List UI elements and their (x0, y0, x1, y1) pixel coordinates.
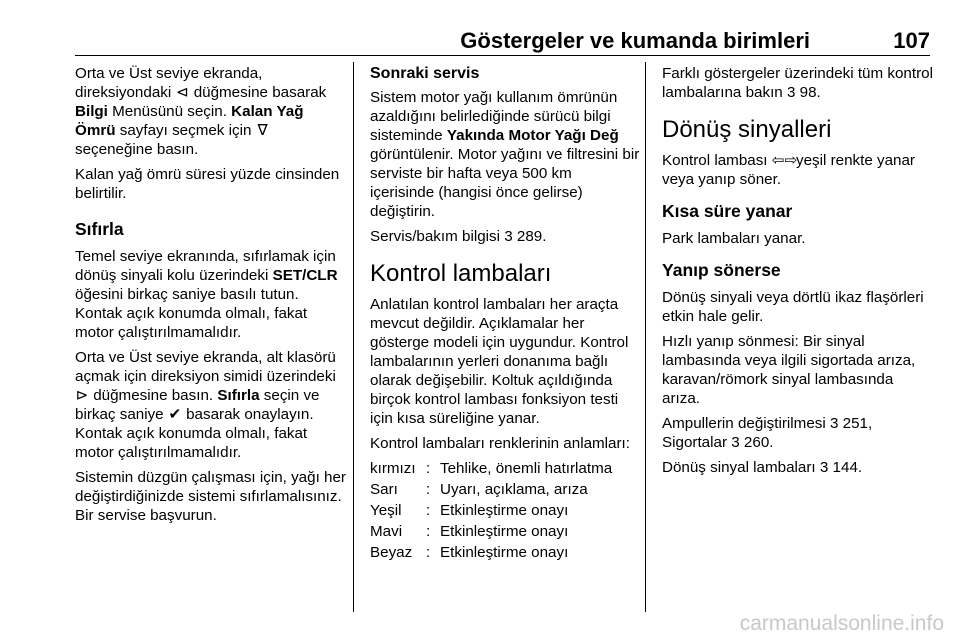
paragraph-reset-note: Sistemin düzgün çalışması için, yağı her değiştirdiğinizde sistemi sıfırlamalısınız. Bir servise başvurun. (75, 469, 346, 524)
paragraph-color-meanings: Kontrol lambaları renklerinin anlamları: (370, 435, 630, 452)
checkmark-icon: ✔ (168, 406, 182, 423)
page-header (75, 0, 930, 56)
page-title: Göstergeler ve kumanda birimleri (460, 28, 810, 53)
paragraph-service-info: Servis/bakım bilgisi 3 289. (370, 228, 547, 245)
paragraph-parking-lamps: Park lambaları yanar. (662, 230, 806, 247)
back-triangle-icon: ⊲ (176, 84, 189, 101)
page-reference-link[interactable]: 260 (743, 434, 770, 451)
ref-arrow-icon: 3 (829, 415, 839, 432)
color-meaning-table (370, 459, 612, 564)
heading-turn-signals: Dönüş sinyalleri (662, 116, 832, 143)
ref-arrow-icon: 3 (819, 459, 829, 476)
heading-reset: Sıfırla (75, 219, 124, 239)
table-row: Mavi : Etkinleştirme onayı (370, 523, 569, 540)
ref-arrow-icon: 3 (504, 228, 513, 245)
paragraph-reset-basic: Temel seviye ekranında, sıfırlamak için dönüş sinyali kolu üzerindeki SET/CLR öğesini birkaç saniye basılı tutun. Kontak açık konumda olmalı, fakat motor çalıştırılmamalıdır. (75, 248, 338, 341)
paragraph-flasher-active: Dönüş sinyali veya dörtlü ikaz flaşörleri etkin hale gelir. (662, 289, 924, 325)
paragraph-reset-mid-upper: Orta ve Üst seviye ekranda, alt klasörü açmak için direksiyon simidi üzerindeki ⊳ düğmesine basın. Sıfırla seçin ve birkaç saniye ✔ basarak onaylayın. Kontak açık konumda olmalı, fakat motor çalıştırılmamalıdır. (75, 349, 336, 461)
column-divider-2 (645, 62, 646, 612)
paragraph-turn-lamps-ref: Dönüş sinyal lambaları 3 144. (662, 459, 863, 476)
page-reference-link[interactable]: 251 (842, 415, 868, 432)
header-rule (75, 55, 930, 56)
column-divider-1 (353, 62, 354, 612)
table-row: Beyaz : Etkinleştirme onayı (370, 544, 569, 561)
page-number: 107 (893, 28, 930, 53)
paragraph-all-lamps: Farklı göstergeler üzerindeki tüm kontrol lambalarına bakın 3 98. (662, 65, 933, 101)
table-row: Yeşil : Etkinleştirme onayı (370, 502, 569, 519)
play-icon: ⊳ (75, 387, 89, 404)
heading-control-lamps: Kontrol lambaları (370, 260, 552, 287)
heading-short-on: Kısa süre yanar (662, 201, 793, 221)
page-reference-link[interactable]: 289 (516, 228, 543, 245)
ref-arrow-icon: 3 (731, 434, 740, 451)
paragraph-oil-life-percent: Kalan yağ ömrü süresi yüzde cinsinden belirtilir. (75, 166, 340, 202)
column-3 (662, 64, 934, 483)
page-reference-link[interactable]: 98 (799, 84, 817, 101)
page-reference-link[interactable]: 144 (832, 459, 858, 476)
heading-flashing: Yanıp sönerse (662, 260, 781, 280)
table-row: Sarı : Uyarı, açıklama, arıza (370, 481, 588, 498)
paragraph-oil-life-select: Orta ve Üst seviye ekranda, direksiyondaki ⊲ düğmesine basarak Bilgi Menüsünü seçin. Kalan Yağ Ömrü sayfayı seçmek için ∇ seçeneğine basın. (75, 65, 327, 158)
paragraph-fast-flash: Hızlı yanıp sönmesi: Bir sinyal lambasında veya ilgili sigortada arıza, karavan/römork sinyal lambasında arıza. (662, 333, 916, 407)
paragraph-turn-lamp: Kontrol lambası ⇦⇨ yeşil renkte yanar veya yanıp söner. (662, 152, 915, 188)
paragraph-bulb-fuse-refs: Ampullerin değiştirilmesi 3 251, Sigortalar 3 260. (662, 415, 873, 451)
down-triangle-icon: ∇ (257, 122, 268, 139)
paragraph-next-service: Sistem motor yağı kullanım ömrünün azaldığını belirlediğinde sürücü bilgi sisteminde Yakında Motor Yağı Değ görüntülenir. Motor yağını ve filtresini bir serviste bir hafta veya 500 km içerisinde (hangisi önce gelirse) değiştirin. (370, 89, 640, 220)
watermark: carmanualsonline.info (739, 612, 944, 635)
turn-signal-icon: ⇦⇨ (771, 152, 798, 169)
column-1 (75, 64, 347, 531)
paragraph-control-lamps: Anlatılan kontrol lambaları her araçta mevcut değildir. Açıklamalar her gösterge modeli için uygundur. Kontrol lambalarının yerleri donanıma bağlı olarak değişebilir. Koltuk açıldığında birçok kontrol lambası fonksiyon testi için kısa süreliğine yanar. (370, 296, 629, 427)
column-2 (370, 64, 640, 564)
table-row: kırmızı : Tehlike, önemli hatırlatma (370, 460, 613, 477)
heading-next-service: Sonraki servis (370, 65, 480, 82)
ref-arrow-icon: 3 (786, 84, 796, 101)
